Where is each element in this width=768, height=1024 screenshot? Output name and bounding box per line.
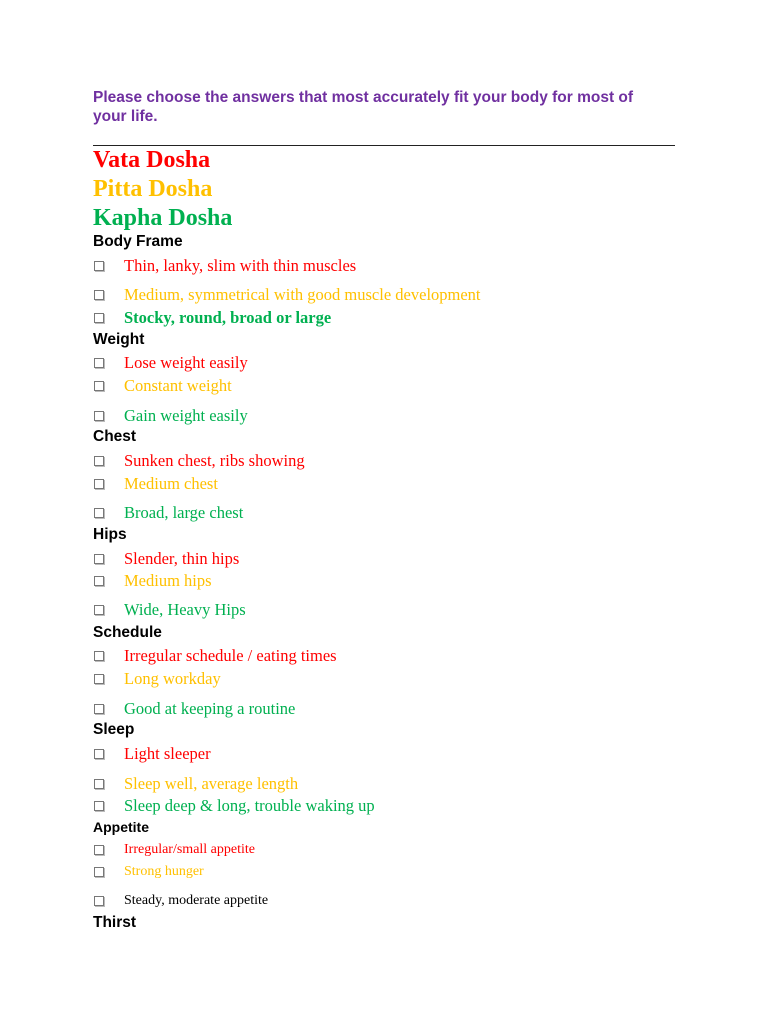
option-label: Stocky, round, broad or large xyxy=(124,308,332,327)
checkbox[interactable] xyxy=(94,867,104,877)
section-heading-weight: Weight xyxy=(93,331,145,348)
option-label: Long workday xyxy=(124,669,221,688)
option-label: Medium chest xyxy=(124,474,218,493)
option-label: Wide, Heavy Hips xyxy=(124,600,246,619)
section-heading-chest: Chest xyxy=(93,428,137,445)
checkbox[interactable] xyxy=(94,381,104,391)
option-appetite-pitta[interactable] xyxy=(94,862,204,882)
checkbox[interactable] xyxy=(94,261,104,271)
option-label: Irregular/small appetite xyxy=(124,842,255,857)
section-heading-hips: Hips xyxy=(93,526,127,543)
option-label: Gain weight easily xyxy=(124,406,248,425)
option-appetite-kapha[interactable] xyxy=(94,891,268,911)
option-sleep-kapha[interactable] xyxy=(94,796,375,816)
section-heading-appetite: Appetite xyxy=(93,819,149,835)
option-label: Slender, thin hips xyxy=(124,549,240,568)
option-label: Irregular schedule / eating times xyxy=(124,646,337,665)
checkbox[interactable] xyxy=(94,554,104,564)
option-appetite-vata[interactable] xyxy=(94,840,255,860)
option-hips-pitta[interactable] xyxy=(94,571,212,591)
option-chest-vata[interactable] xyxy=(94,451,305,471)
checkbox[interactable] xyxy=(94,508,104,518)
option-body-frame-vata[interactable] xyxy=(94,256,356,276)
kapha-dosha-title: Kapha Dosha xyxy=(93,205,233,231)
option-weight-vata[interactable] xyxy=(94,353,248,373)
instructions-text: Please choose the answers that most accurately fit your body for most of your life. xyxy=(93,89,634,125)
option-label: Good at keeping a routine xyxy=(124,699,296,718)
checkbox[interactable] xyxy=(94,674,104,684)
checkbox[interactable] xyxy=(94,749,104,759)
option-sleep-vata[interactable] xyxy=(94,744,211,764)
section-heading-schedule: Schedule xyxy=(93,624,162,641)
checkbox[interactable] xyxy=(94,456,104,466)
option-label: Medium, symmetrical with good muscle development xyxy=(124,285,481,304)
option-body-frame-pitta[interactable] xyxy=(94,285,481,305)
option-schedule-kapha[interactable] xyxy=(94,699,295,719)
checkbox[interactable] xyxy=(94,479,104,489)
option-label: Sleep deep & long, trouble waking up xyxy=(124,796,375,815)
option-label: Medium hips xyxy=(124,571,212,590)
option-label: Steady, moderate appetite xyxy=(124,893,269,908)
option-hips-vata[interactable] xyxy=(94,549,239,569)
checkbox[interactable] xyxy=(94,801,104,811)
option-label: Constant weight xyxy=(124,376,232,395)
option-label: Sunken chest, ribs showing xyxy=(124,451,305,470)
section-heading-body-frame: Body Frame xyxy=(93,233,183,250)
checkbox[interactable] xyxy=(94,779,104,789)
checkbox[interactable] xyxy=(94,358,104,368)
option-label: Sleep well, average length xyxy=(124,774,299,793)
option-schedule-pitta[interactable] xyxy=(94,669,221,689)
option-chest-pitta[interactable] xyxy=(94,474,218,494)
option-hips-kapha[interactable] xyxy=(94,600,246,620)
option-body-frame-kapha[interactable] xyxy=(94,308,331,328)
checkbox[interactable] xyxy=(94,896,104,906)
checkbox[interactable] xyxy=(94,845,104,855)
option-label: Light sleeper xyxy=(124,744,211,763)
option-sleep-pitta[interactable] xyxy=(94,774,298,794)
section-heading-thirst: Thirst xyxy=(93,914,137,931)
option-label: Lose weight easily xyxy=(124,353,248,372)
option-weight-pitta[interactable] xyxy=(94,376,232,396)
option-weight-kapha[interactable] xyxy=(94,406,248,426)
option-chest-kapha[interactable] xyxy=(94,503,243,523)
vata-dosha-title: Vata Dosha xyxy=(93,147,211,173)
checkbox[interactable] xyxy=(94,704,104,714)
checkbox[interactable] xyxy=(94,313,104,323)
checkbox[interactable] xyxy=(94,411,104,421)
pitta-dosha-title: Pitta Dosha xyxy=(93,176,213,202)
section-heading-sleep: Sleep xyxy=(93,721,135,738)
option-label: Broad, large chest xyxy=(124,503,244,522)
option-schedule-vata[interactable] xyxy=(94,646,337,666)
checkbox[interactable] xyxy=(94,605,104,615)
checkbox[interactable] xyxy=(94,576,104,586)
option-label: Strong hunger xyxy=(124,864,204,879)
option-label: Thin, lanky, slim with thin muscles xyxy=(124,256,357,275)
checkbox[interactable] xyxy=(94,651,104,661)
checkbox[interactable] xyxy=(94,290,104,300)
